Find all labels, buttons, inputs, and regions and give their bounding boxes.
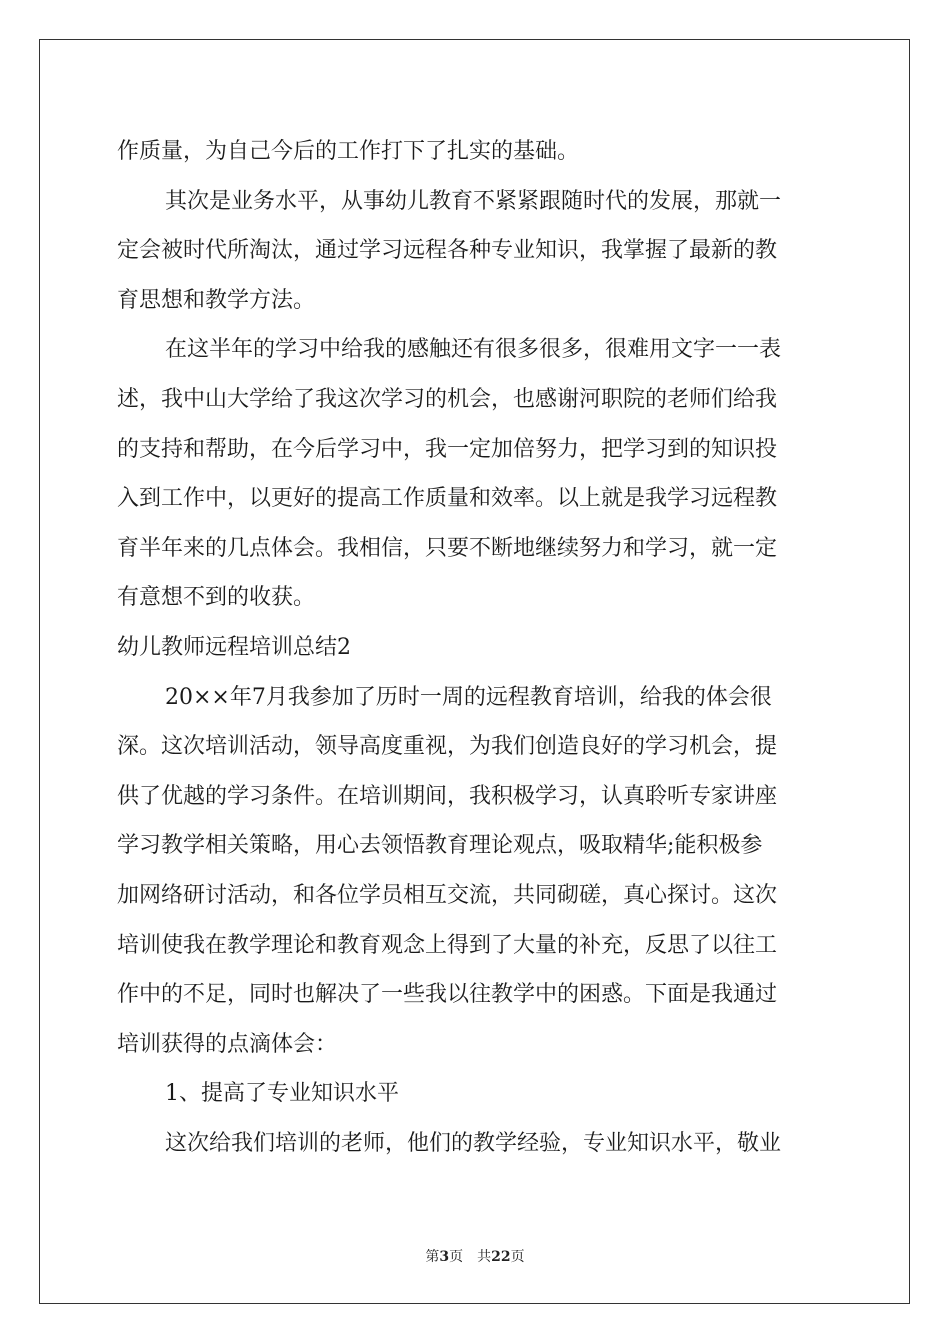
text-line: 入到工作中，以更好的提高工作质量和效率。以上就是我学习远程教 xyxy=(117,486,778,512)
page-suffix: 页 xyxy=(449,1249,464,1265)
text-line: 供了优越的学习条件。在培训期间，我积极学习，认真聆听专家讲座 xyxy=(117,783,778,809)
list-item-heading: 1、提高了专业知识水平 xyxy=(165,1081,399,1107)
text-line: 定会被时代所淘汰，通过学习远程各种专业知识，我掌握了最新的教 xyxy=(117,238,778,264)
section-heading: 幼儿教师远程培训总结2 xyxy=(117,634,351,660)
text-line: 育思想和教学方法。 xyxy=(117,287,316,313)
document-body xyxy=(117,127,835,1168)
text-line: 述，我中山大学给了我这次学习的机会，也感谢河职院的老师们给我 xyxy=(117,386,778,412)
text-line: 深。这次培训活动，领导高度重视，为我们创造良好的学习机会，提 xyxy=(117,734,778,760)
text-line: 在这半年的学习中给我的感触还有很多很多，很难用文字一一表 xyxy=(165,337,782,363)
total-suffix: 页 xyxy=(510,1249,525,1265)
text-line: 学习教学相关策略，用心去领悟教育理论观点，吸取精华;能积极参 xyxy=(117,833,763,859)
total-pages: 22 xyxy=(491,1249,511,1265)
text-line: 加网络研讨活动，和各位学员相互交流，共同砌磋，真心探讨。这次 xyxy=(117,882,778,908)
total-prefix: 共 xyxy=(477,1249,492,1265)
text-line: 其次是业务水平，从事幼儿教育不紧紧跟随时代的发展，那就一 xyxy=(165,188,782,214)
text-line: 作质量，为自己今后的工作打下了扎实的基础。 xyxy=(117,139,580,164)
page-number: 3 xyxy=(439,1249,450,1265)
text-line: 作中的不足，同时也解决了一些我以往教学中的困惑。下面是我通过 xyxy=(117,982,778,1008)
text-line: 有意想不到的收获。 xyxy=(117,585,316,611)
text-line: 育半年来的几点体会。我相信，只要不断地继续努力和学习，就一定 xyxy=(117,535,778,561)
text-line: 的支持和帮助，在今后学习中，我一定加倍努力，把学习到的知识投 xyxy=(117,436,778,462)
page-prefix: 第 xyxy=(425,1249,440,1265)
text-line: 培训使我在教学理论和教育观念上得到了大量的补充，反思了以往工 xyxy=(117,932,778,958)
text-line: 培训获得的点滴体会： xyxy=(117,1031,338,1057)
text-line: 这次给我们培训的老师，他们的教学经验，专业知识水平，敬业 xyxy=(165,1130,782,1156)
text-line: 20××年7月我参加了历时一周的远程教育培训，给我的体会很 xyxy=(165,684,772,710)
page-footer xyxy=(0,1246,950,1266)
